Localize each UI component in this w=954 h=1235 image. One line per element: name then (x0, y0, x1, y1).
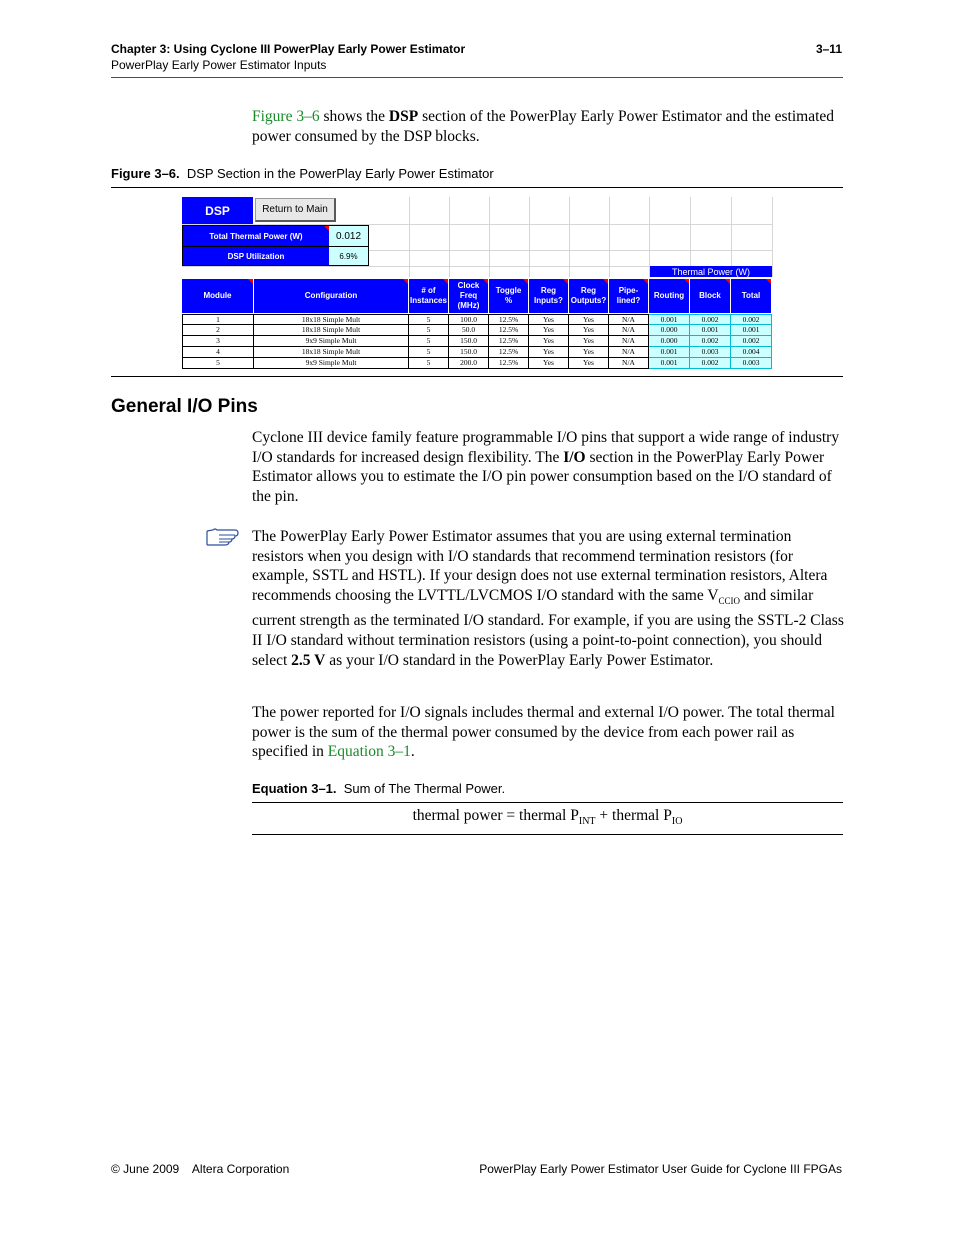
column-header: # of Instances (409, 279, 449, 313)
section-heading: General I/O Pins (111, 396, 258, 417)
table-row (182, 325, 772, 336)
table-cell: 0.002 (690, 358, 731, 369)
summary-box (182, 225, 369, 266)
column-header: Reg Inputs? (529, 279, 569, 313)
comment-marker (563, 279, 568, 284)
table-cell: 0.001 (649, 347, 690, 358)
comment-marker (766, 279, 771, 284)
table-cell: 1 (182, 314, 254, 325)
table-cell: Yes (569, 314, 609, 325)
table-cell: 5 (409, 347, 449, 358)
gridline (409, 197, 410, 277)
comment-marker (523, 279, 528, 284)
table-cell: 12.5% (489, 347, 529, 358)
dsp-utilization-label: DSP Utilization (227, 251, 285, 261)
gridline (569, 197, 570, 277)
comment-marker (643, 279, 648, 284)
comment-marker (248, 279, 253, 284)
gridline (690, 197, 691, 277)
column-header: Reg Outputs? (569, 279, 609, 313)
equation-bottom-rule (252, 834, 843, 835)
table-cell: 12.5% (489, 336, 529, 347)
equation-caption: Equation 3–1. Sum of The Thermal Power. (252, 781, 506, 796)
table-row (182, 336, 772, 347)
table-cell: Yes (529, 347, 569, 358)
header-rule (111, 77, 843, 78)
dsp-title-cell: DSP (182, 197, 253, 224)
table-cell: 2 (182, 325, 254, 336)
figure-top-rule (111, 187, 843, 188)
table-cell: 9x9 Simple Mult (254, 358, 409, 369)
table-cell: Yes (529, 314, 569, 325)
return-to-main-button[interactable]: Return to Main (255, 198, 336, 222)
table-cell: 12.5% (489, 314, 529, 325)
comment-marker (684, 279, 689, 284)
table-cell: 5 (409, 314, 449, 325)
total-thermal-label: Total Thermal Power (W) (209, 231, 303, 241)
table-cell: 0.004 (731, 347, 772, 358)
comment-marker (443, 279, 448, 284)
comment-marker (603, 279, 608, 284)
table-row (182, 358, 772, 369)
table-cell: 0.001 (690, 325, 731, 336)
table-cell: 100.0 (449, 314, 489, 325)
table-cell: 0.002 (690, 314, 731, 325)
total-thermal-value: 0.012 (329, 226, 368, 246)
column-header: Routing (649, 279, 690, 313)
intro-paragraph: Figure 3–6 shows the DSP section of the PowerPlay Early Power Estimator and the estimated power consumed by the DSP blocks. (252, 108, 835, 145)
table-cell: 0.003 (690, 347, 731, 358)
table-cell: N/A (609, 314, 649, 325)
table-cell: 0.002 (731, 314, 772, 325)
column-header: Configuration (254, 279, 409, 313)
table-cell: Yes (569, 358, 609, 369)
comment-marker (483, 279, 488, 284)
column-header: Clock Freq (MHz) (449, 279, 489, 313)
table-row (182, 314, 772, 325)
table-cell: 0.001 (649, 358, 690, 369)
table-cell: Yes (569, 347, 609, 358)
table-cell: 200.0 (449, 358, 489, 369)
dsp-utilization-value: 6.9% (329, 247, 368, 265)
figure-bottom-rule (111, 376, 843, 377)
table-cell: 150.0 (449, 347, 489, 358)
table-cell: Yes (529, 358, 569, 369)
table-cell: 18x18 Simple Mult (254, 347, 409, 358)
gridline (772, 197, 773, 277)
table-cell: 0.002 (690, 336, 731, 347)
table-cell: Yes (529, 325, 569, 336)
column-header: Block (690, 279, 731, 313)
comment-marker (324, 226, 329, 231)
table-cell: 0.001 (731, 325, 772, 336)
table-cell: 9x9 Simple Mult (254, 336, 409, 347)
table-cell: 12.5% (489, 358, 529, 369)
io-paragraph: Cyclone III device family feature programmable I/O pins that support a wide range of industry I/O standards for increased design flexibility. The I/O section in the PowerPlay Early Power Estimator allows you to estimate the I/O pin power consumption based on the I/O standard of the pin. (252, 429, 840, 505)
table-cell: N/A (609, 347, 649, 358)
page-number: 3–11 (815, 42, 842, 56)
table-cell: 0.000 (649, 325, 690, 336)
equation-body: thermal power = thermal $P_{INT}$ + thermal $P_{IO}$ (412, 807, 683, 828)
table-cell: 5 (182, 358, 254, 369)
table-cell: 0.000 (649, 336, 690, 347)
thermal-power-group-header: Thermal Power (W) (650, 266, 772, 278)
table-cell: N/A (609, 358, 649, 369)
table-cell: 3 (182, 336, 254, 347)
note-paragraph: The PowerPlay Early Power Estimator assumes that you are using external termination resistors when you design with I/O standards that recommend termination resistors (for example, SSTL and HSTL). If your design does not use external termination resistors, Altera recommends choosing the LVTTL/LVCMOS I/O standard with the same $V_{CCIO}$ and similar current strength as the terminated I/O standard. For example, if you are using the SSTL-2 Class II I/O standard without termination resistors (using a point-to-point connection), you should select 2.5 V as your I/O standard in the PowerPlay Early Power Estimator. (252, 528, 844, 669)
table-cell: 4 (182, 347, 254, 358)
gridline (609, 197, 610, 277)
table-row (182, 347, 772, 358)
comment-marker (403, 279, 408, 284)
footer-copyright: © June 2009 Altera Corporation (111, 1162, 290, 1176)
table-cell: 0.001 (649, 314, 690, 325)
chapter-title: Chapter 3: Using Cyclone III PowerPlay Early Power Estimator (111, 42, 466, 56)
gridline (489, 197, 490, 277)
table-cell: 5 (409, 358, 449, 369)
column-header: Toggle % (489, 279, 529, 313)
table-cell: 50.0 (449, 325, 489, 336)
table-cell: 5 (409, 336, 449, 347)
table-cell: 12.5% (489, 325, 529, 336)
footer-title: PowerPlay Early Power Estimator User Guide for Cyclone III FPGAs (479, 1162, 842, 1176)
table-cell: Yes (569, 325, 609, 336)
gridline (649, 197, 650, 277)
table-cell: N/A (609, 336, 649, 347)
figure-caption: Figure 3–6. DSP Section in the PowerPlay Early Power Estimator (111, 166, 494, 181)
dsp-spreadsheet (182, 197, 772, 370)
column-header: Total (731, 279, 772, 313)
table-cell: N/A (609, 325, 649, 336)
column-header: Module (182, 279, 254, 313)
gridline (529, 197, 530, 277)
gridline (731, 197, 732, 277)
figure-link[interactable]: Figure 3–6 (252, 108, 320, 125)
table-cell: 18x18 Simple Mult (254, 325, 409, 336)
table-cell: Yes (529, 336, 569, 347)
equation-link[interactable]: Equation 3–1 (327, 743, 411, 761)
table-cell: Yes (569, 336, 609, 347)
table-cell: 150.0 (449, 336, 489, 347)
gridline (449, 197, 450, 277)
column-header: Pipe- lined? (609, 279, 649, 313)
table-cell: 0.003 (731, 358, 772, 369)
equation-top-rule (252, 802, 843, 803)
pointing-hand-note-icon (205, 527, 239, 547)
power-paragraph: The power reported for I/O signals includes thermal and external I/O power. The total thermal power is the sum of the thermal power consumed by the device from each power rail as specified in Equation 3–1. (252, 704, 835, 761)
table-cell: 5 (409, 325, 449, 336)
table-cell: 0.002 (731, 336, 772, 347)
section-subtitle: PowerPlay Early Power Estimator Inputs (111, 58, 327, 72)
comment-marker (725, 279, 730, 284)
table-cell: 18x18 Simple Mult (254, 314, 409, 325)
